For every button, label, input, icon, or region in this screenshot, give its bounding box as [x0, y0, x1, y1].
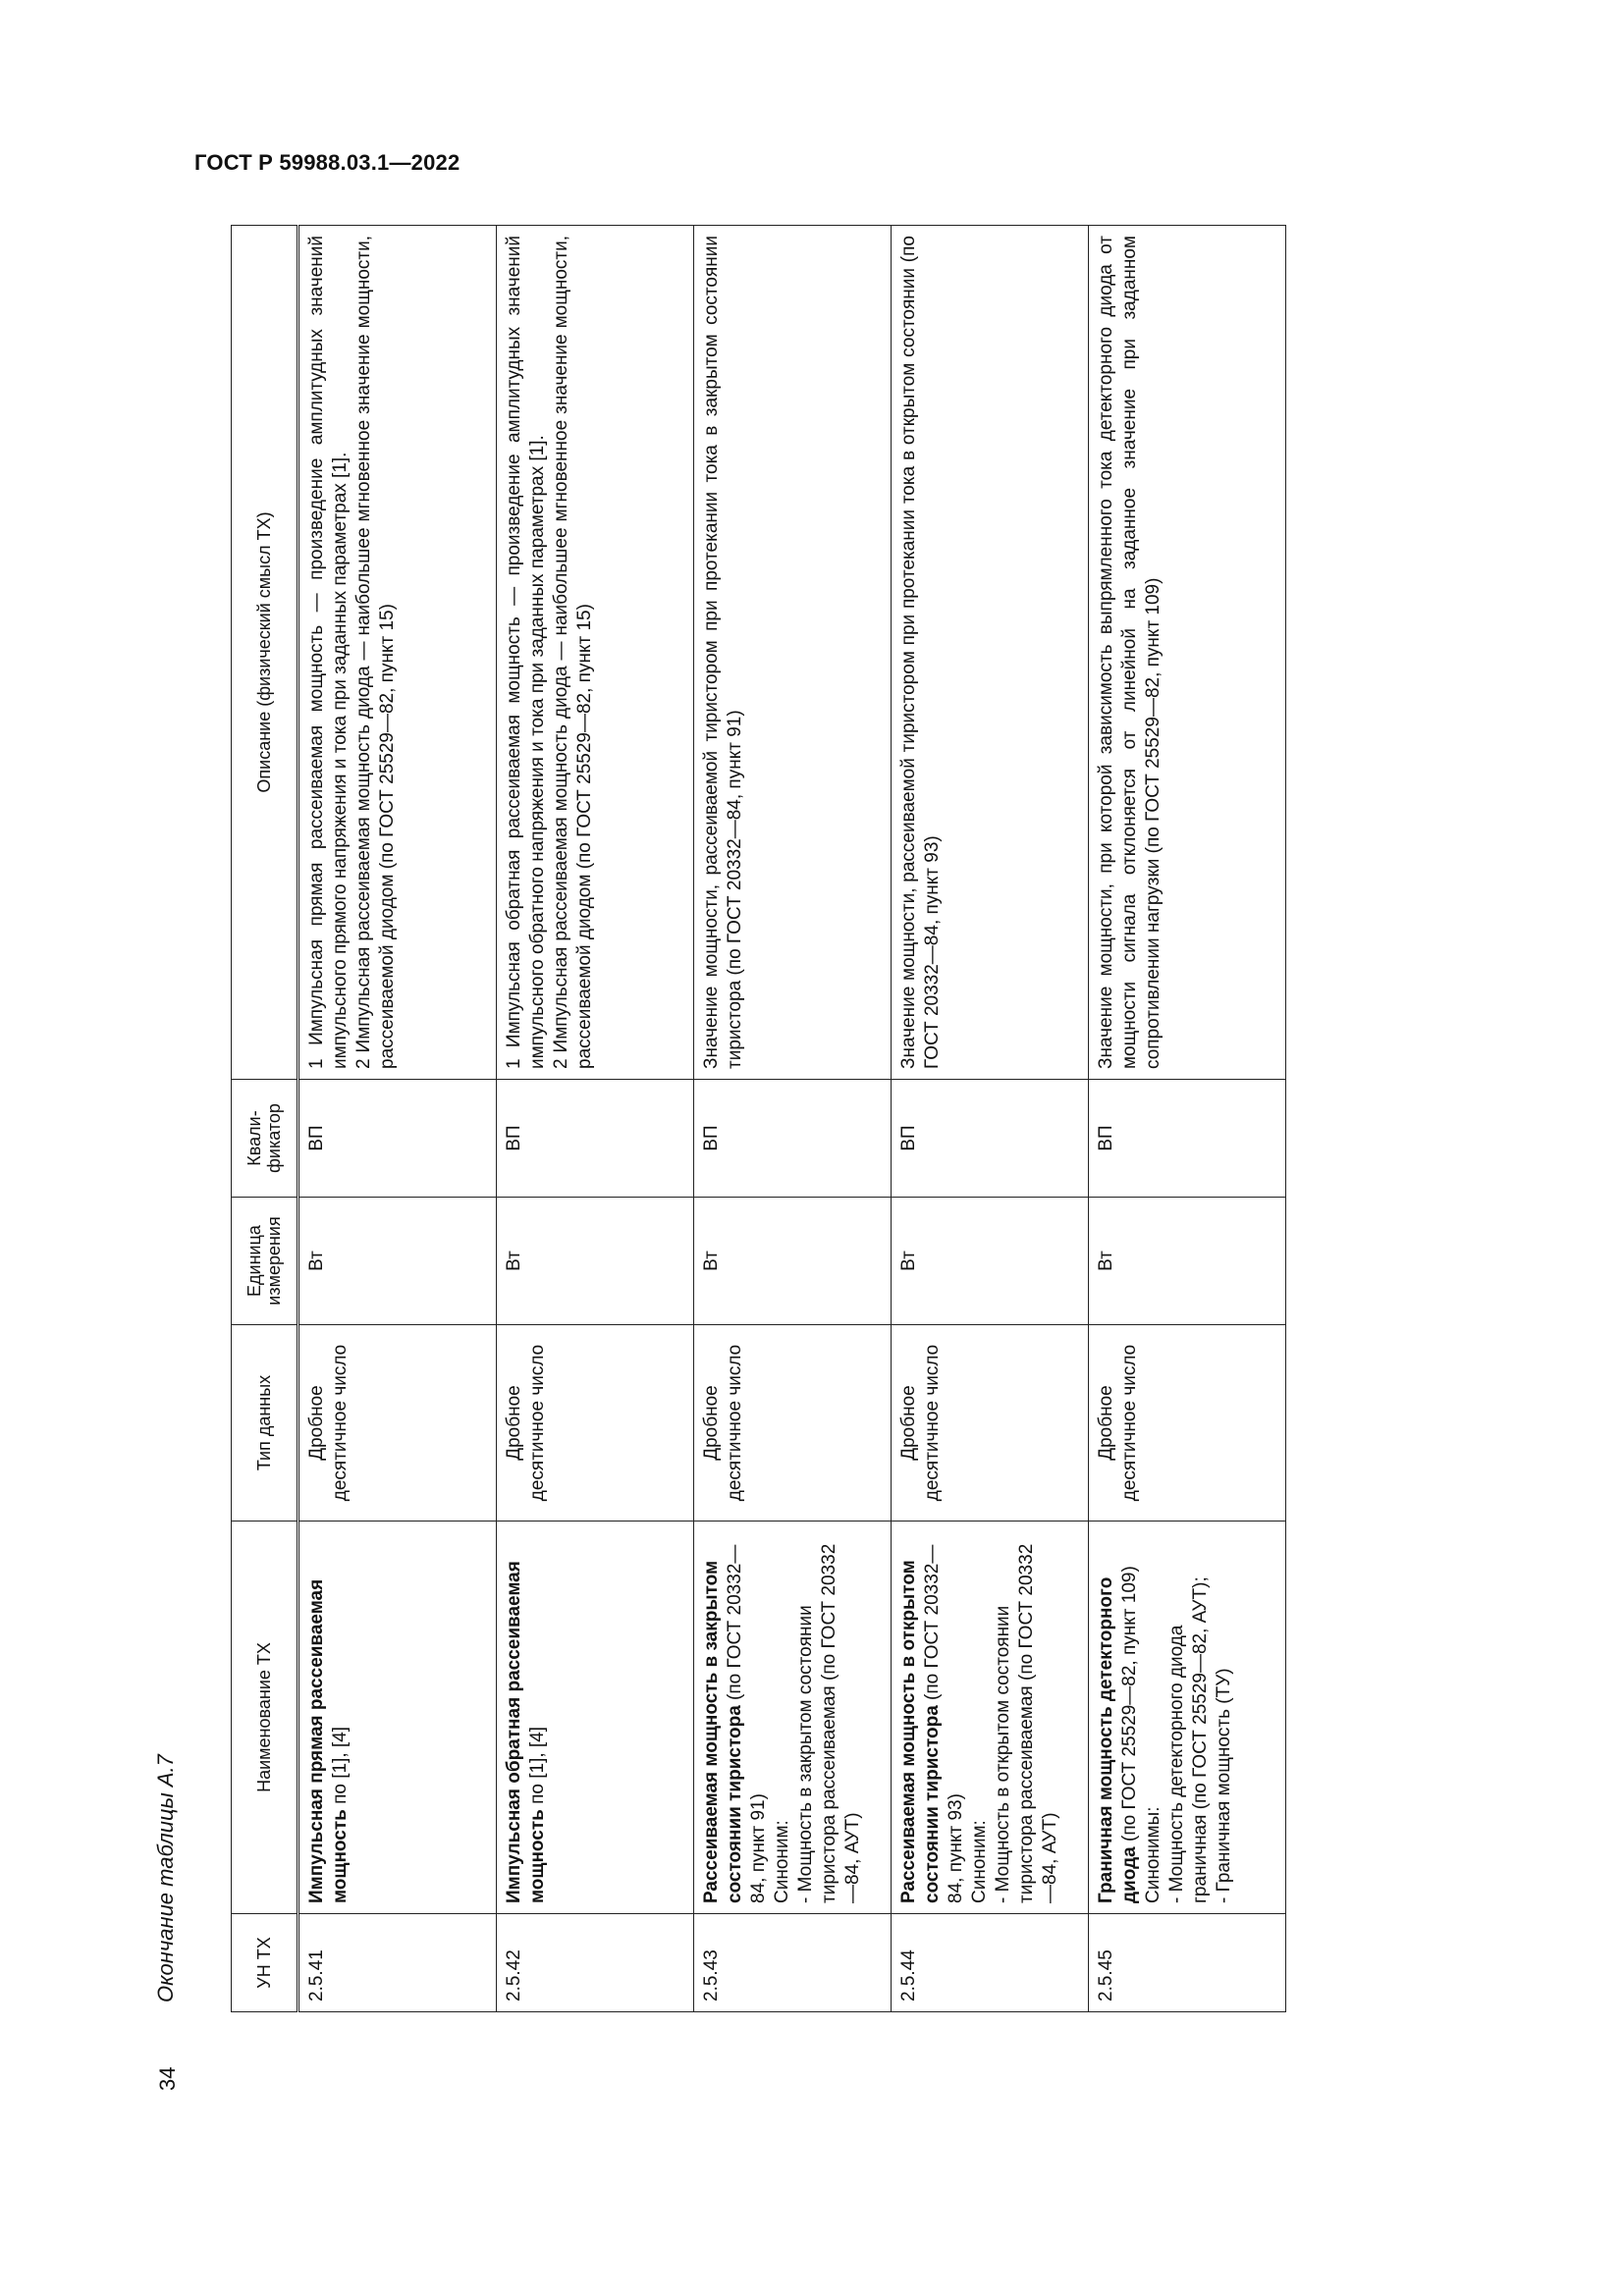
cell-qualifier: ВП	[497, 1080, 694, 1198]
cell-description	[694, 226, 892, 1080]
description-line: 2 Импульсная рассеиваемая мощность диода — наибольшее мгновенное значение мощности, рассеиваемой диодом (по ГОСТ 25529—82, пункт 15)	[551, 236, 595, 1069]
synonym-item: - Мощность в открытом состоянии тиристора рассеиваемая (по ГОСТ 20332—84, АУТ)	[993, 1543, 1060, 1903]
cell-name	[1089, 1522, 1286, 1914]
cell-qualifier: ВП	[694, 1080, 892, 1198]
table-row	[1089, 226, 1286, 2012]
synonym-item: - Мощность детекторного диода граничная (по ГОСТ 25529—82, АУТ);	[1166, 1576, 1211, 1903]
cell-type: Дробное десятичное число	[1089, 1325, 1286, 1522]
cell-qualifier: ВП	[892, 1080, 1089, 1198]
cell-unit: Вт	[298, 1198, 497, 1325]
table-row	[694, 226, 892, 2012]
cell-description	[298, 226, 497, 1080]
cell-type: Дробное десятичное число	[694, 1325, 892, 1522]
description-line: 1 Импульсная обратная рассеиваемая мощность — произведение амплитудных значений импульсного обратного напряжения и тока при заданных параметрах [1].	[504, 236, 548, 1069]
description-line: Значение мощности, рассеиваемой тиристором при протекании тока в открытом состоянии (по ГОСТ 20332—84, пункт 93)	[898, 236, 943, 1069]
name-rest: (по ГОСТ 25529—82, пункт 109)	[1119, 1566, 1140, 1847]
table-row	[892, 226, 1089, 2012]
description-line: 1 Импульсная прямая рассеиваемая мощность — произведение амплитудных значений импульсного прямого напряжения и тока при заданных параметрах [1].	[306, 236, 351, 1069]
name-rest: (по ГОСТ 20332—84, пункт 91)	[725, 1544, 769, 1903]
rotated-page-content	[137, 226, 1296, 2091]
spec-table	[231, 225, 1286, 2012]
col-header-description: Описание (физический смысл ТХ)	[232, 226, 298, 1080]
synonyms-label: Синоним:	[969, 1820, 990, 1903]
cell-name	[694, 1522, 892, 1914]
cell-unit: Вт	[694, 1198, 892, 1325]
page-number: 34	[155, 2066, 180, 2091]
synonym-item: - Граничная мощность (ТУ)	[1214, 1668, 1234, 1903]
synonyms-label: Синоним:	[772, 1820, 792, 1903]
name-bold: Рассеиваемая мощность в закрытом состоянии тиристора	[701, 1560, 745, 1903]
col-header-unit: Единица измерения	[232, 1198, 298, 1325]
table-row	[298, 226, 497, 2012]
description-line: Значение мощности, при которой зависимость выпрямленного тока детекторного диода от мощности сигнала отклоняется от линейной на заданное значение при заданном сопротивлении нагрузки (по ГОСТ 25529—82, пункт 109)	[1096, 236, 1164, 1069]
document-header: ГОСТ Р 59988.03.1—2022	[194, 150, 460, 175]
cell-type: Дробное десятичное число	[298, 1325, 497, 1522]
cell-id: 2.5.44	[892, 1914, 1089, 2012]
cell-id: 2.5.45	[1089, 1914, 1286, 2012]
cell-description	[1089, 226, 1286, 1080]
name-rest: по [1], [4]	[527, 1726, 548, 1810]
cell-type: Дробное десятичное число	[892, 1325, 1089, 1522]
cell-description	[497, 226, 694, 1080]
name-bold: Граничная мощность детекторного диода	[1096, 1576, 1140, 1903]
table-header-row	[232, 226, 298, 2012]
name-bold: Импульсная прямая рассеиваемая мощность	[306, 1578, 351, 1903]
name-rest: (по ГОСТ 20332—84, пункт 93)	[922, 1544, 966, 1903]
cell-name	[497, 1522, 694, 1914]
cell-unit: Вт	[892, 1198, 1089, 1325]
name-bold: Импульсная обратная рассеиваемая мощность	[504, 1561, 548, 1903]
cell-id: 2.5.41	[298, 1914, 497, 2012]
cell-unit: Вт	[497, 1198, 694, 1325]
description-line: 2 Импульсная рассеиваемая мощность диода — наибольшее мгновенное значение мощности, рассеиваемой диодом (по ГОСТ 25529—82, пункт 15)	[353, 236, 398, 1069]
cell-id: 2.5.42	[497, 1914, 694, 2012]
table-row	[497, 226, 694, 2012]
name-bold: Рассеиваемая мощность в открытом состоянии тиристора	[898, 1560, 943, 1903]
synonyms-label: Синонимы:	[1143, 1806, 1164, 1903]
col-header-qualifier: Квали-фикатор	[232, 1080, 298, 1198]
cell-qualifier: ВП	[1089, 1080, 1286, 1198]
cell-name	[892, 1522, 1089, 1914]
col-header-type: Тип данных	[232, 1325, 298, 1522]
description-line: Значение мощности, рассеиваемой тиристором при протекании тока в закрытом состоянии тиристора (по ГОСТ 20332—84, пункт 91)	[701, 236, 745, 1069]
synonym-item: - Мощность в закрытом состоянии тиристора рассеиваемая (по ГОСТ 20332—84, АУТ)	[795, 1543, 863, 1903]
cell-qualifier: ВП	[298, 1080, 497, 1198]
name-rest: по [1], [4]	[330, 1726, 351, 1810]
table-caption: Окончание таблицы А.7	[153, 1754, 178, 2002]
cell-description	[892, 226, 1089, 1080]
cell-unit: Вт	[1089, 1198, 1286, 1325]
col-header-id: УН ТХ	[232, 1914, 298, 2012]
cell-type: Дробное десятичное число	[497, 1325, 694, 1522]
cell-id: 2.5.43	[694, 1914, 892, 2012]
cell-name	[298, 1522, 497, 1914]
col-header-name: Наименование ТХ	[232, 1522, 298, 1914]
